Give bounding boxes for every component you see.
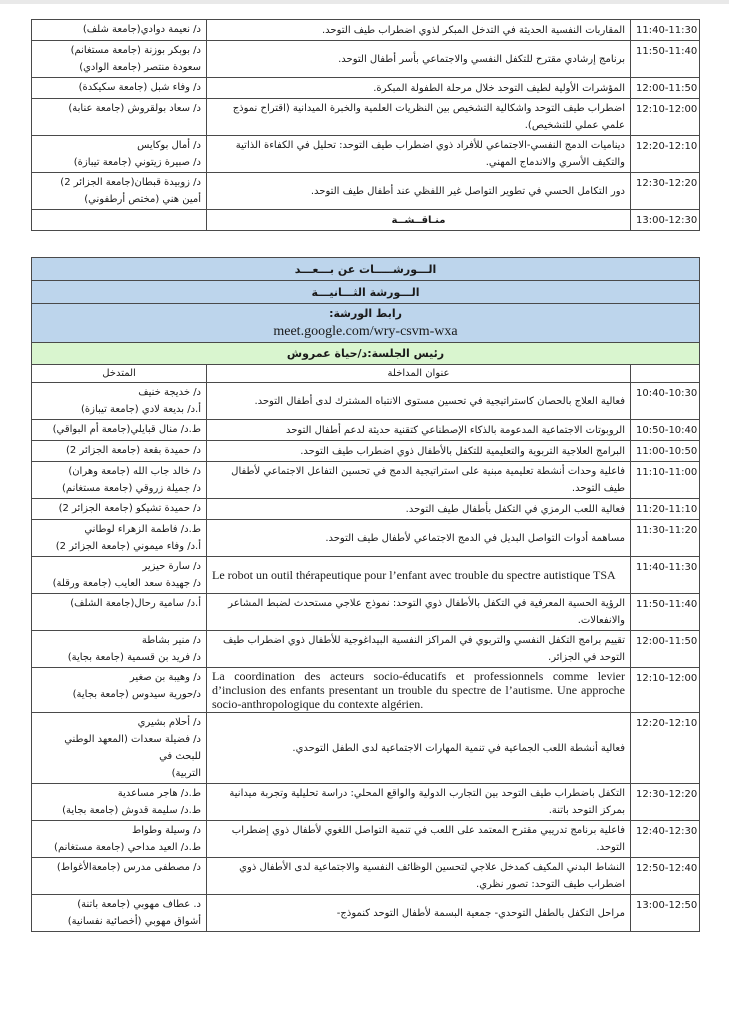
talk-title: البرامج العلاجية التربوية والتعليمية للتكفل بالأطفال ذوي اضطراب طيف التوحد. <box>207 441 631 462</box>
table-row <box>32 520 700 557</box>
speaker-name: د/ أحلام بشيري <box>137 717 202 728</box>
time-slot: 12:10-12:00 <box>631 668 700 713</box>
speaker-name: د/ خالد جاب الله (جامعة وهران) <box>68 466 202 477</box>
time-slot: 11:10-11:00 <box>631 462 700 499</box>
talk-title: اضطراب طيف التوحد واشكالية التشخيص بين النظريات العلمية والخبرة الميدانية (اقتراح نموذج علمي عملي للتشخيص). <box>207 99 631 136</box>
speaker-name: د/ فضيلة سعدات (المعهد الوطني للبحث في <box>64 734 202 762</box>
time-slot: 12:20-12:10 <box>631 713 700 784</box>
chair-row <box>32 343 700 365</box>
table-row <box>32 420 700 441</box>
time-slot: 12:00-11:50 <box>631 631 700 668</box>
speaker-name: د/ سعاد بولقروش (جامعة عنابة) <box>68 103 201 114</box>
col-header-time <box>631 365 700 383</box>
talk-title: التكفل باضطراب طيف التوحد بين التجارب الدولية والواقع المحلي: دراسة تحليلية وتجربة ميدانية بمركز التوحد باتنة. <box>207 784 631 821</box>
table-row <box>32 784 700 821</box>
speaker-cell <box>32 441 207 462</box>
speaker-name: أمين هني (مختص أرطفوني) <box>84 194 201 205</box>
speaker-cell <box>32 895 207 932</box>
discussion-label: منـاقــشــة <box>207 210 631 231</box>
speaker-name: د/ خديجة خنيف <box>138 387 202 398</box>
discussion-row <box>32 210 700 231</box>
speaker-name: ط.د/ العيد مداحي (جامعة مستغانم) <box>54 842 202 853</box>
time-slot: 12:40-12:30 <box>631 821 700 858</box>
speaker-cell <box>32 420 207 441</box>
table-row <box>32 441 700 462</box>
table-row <box>32 383 700 420</box>
table-row <box>32 78 700 99</box>
workshop-title-row <box>32 281 700 304</box>
talk-title: فعالية أنشطة اللعب الجماعية في تنمية المهارات الاجتماعية لدى الطفل التوحدي. <box>207 713 631 784</box>
section-title: الـــورشـــــات عن بـــعـــد <box>32 258 700 281</box>
talk-title: مراحل التكفل بالطفل التوحدي- جمعية البسمة لأطفال التوحد كنموذج- <box>207 895 631 932</box>
speaker-name: أشواق مهوبي (أخصائية نفسانية) <box>67 916 202 927</box>
speaker-name: د/ وهيبة بن صغير <box>129 672 202 683</box>
time-slot: 13:00-12:30 <box>631 210 700 231</box>
speaker-name: د/ فريد بن قسمية (جامعة بجاية) <box>67 652 202 663</box>
time-slot: 12:10-12:00 <box>631 99 700 136</box>
speaker-name: التربية) <box>171 768 202 779</box>
speaker-name: د/ وفاء شبل (جامعة سكيكدة) <box>78 82 201 93</box>
speaker-name: د/ جميلة زروقي (جامعة مستغانم) <box>62 483 202 494</box>
talk-title: برنامج إرشادي مقترح للتكفل النفسي والاجتماعي بأسر أطفال التوحد. <box>207 41 631 78</box>
talk-title: ديناميات الدمج النفسي-الاجتماعي للأفراد ذوي اضطراب طيف التوحد: تحليل في الكفاءة الذاتية والتكيف الأسري والاندماج المهني. <box>207 136 631 173</box>
workshop-link-cell <box>32 304 700 343</box>
speaker-name: د/ منير بشاطة <box>141 635 202 646</box>
speaker-name: ط.د/ فاطمة الزهراء لوطاني <box>84 524 202 535</box>
speaker-name: د/ سارة حيزير <box>142 561 202 572</box>
speaker-cell <box>32 173 207 210</box>
speaker-cell <box>32 713 207 784</box>
speaker-cell <box>32 784 207 821</box>
speaker-cell <box>32 821 207 858</box>
speaker-name: د/ وسيلة وطواط <box>131 825 202 836</box>
speaker-cell <box>32 520 207 557</box>
table-row <box>32 594 700 631</box>
time-slot: 11:40-11:30 <box>631 557 700 594</box>
time-slot: 11:40-11:30 <box>631 20 700 41</box>
time-slot: 12:30-12:20 <box>631 784 700 821</box>
talk-title: مساهمة أدوات التواصل البديل في الدمج الاجتماعي لأطفال طيف التوحد. <box>207 520 631 557</box>
col-header-speaker: المتدخل <box>32 365 207 383</box>
speaker-name: ط.د/ سليمة قدوش (جامعة بجاية) <box>62 805 202 816</box>
speaker-name: د. عطاف مهوبي (جامعة باتنة) <box>77 899 202 910</box>
talk-title: تقييم برامج التكفل النفسي والتربوي في المراكز النفسية البيداغوجية للأطفال ذوي اضطراب طيف التوحد في الجزائر. <box>207 631 631 668</box>
talk-title: La coordination des acteurs socio-éducatifs et professionnels comme levier d’inclusion des enfants presentant un trouble du spectre de l’autisme. Une approche socio-anthropologique du contexte algérien. <box>207 668 631 713</box>
speaker-name: د/ صبيرة زيتوني (جامعة تيبازة) <box>73 157 201 168</box>
speaker-name: أ.د/ سامية رحال(جامعة الشلف) <box>70 598 202 609</box>
speaker-cell <box>32 462 207 499</box>
col-header-title: عنوان المداخلة <box>207 365 631 383</box>
table-row <box>32 20 700 41</box>
workshop-link-row <box>32 304 700 343</box>
section-title-row <box>32 258 700 281</box>
speaker-cell <box>32 78 207 99</box>
table-row <box>32 895 700 932</box>
speaker-name: د/ زوبيدة قبطان(جامعة الجزائر 2) <box>60 177 201 188</box>
speaker-cell <box>32 20 207 41</box>
table-row <box>32 136 700 173</box>
workshop-title: الـــورشة الثـــانيـــة <box>32 281 700 304</box>
table-row <box>32 858 700 895</box>
time-slot: 12:00-11:50 <box>631 78 700 99</box>
table-row <box>32 821 700 858</box>
speaker-cell <box>32 858 207 895</box>
speaker-name: د/ مصطفى مدرس (جامعةالأغواط) <box>56 862 202 873</box>
page-content <box>0 4 729 952</box>
table-row <box>32 631 700 668</box>
table-row <box>32 173 700 210</box>
time-slot: 11:50-11:40 <box>631 594 700 631</box>
table-row <box>32 499 700 520</box>
speaker-name: ط.د/ هاجر مساعدية <box>117 788 202 799</box>
speaker-cell <box>32 631 207 668</box>
time-slot: 10:50-10:40 <box>631 420 700 441</box>
talk-title: المقاربات النفسية الحديثة في التدخل المبكر لذوي اضطراب طيف التوحد. <box>207 20 631 41</box>
table-row <box>32 668 700 713</box>
time-slot: 13:00-12:50 <box>631 895 700 932</box>
workshop-table <box>31 257 700 932</box>
time-slot: 11:00-10:50 <box>631 441 700 462</box>
time-slot: 12:20-12:10 <box>631 136 700 173</box>
time-slot: 11:50-11:40 <box>631 41 700 78</box>
speaker-cell <box>32 136 207 173</box>
talk-title: دور التكامل الحسي في تطوير التواصل غير اللفظي عند أطفال طيف التوحد. <box>207 173 631 210</box>
session-chair: رئيس الجلسة:د/حياة عمروش <box>32 343 700 365</box>
speaker-name: د/ بوبكر بوزنة (جامعة مستغانم) <box>70 45 201 56</box>
speaker-name: د/ حميدة تشيكو (جامعة الجزائر 2) <box>58 503 202 514</box>
talk-title: النشاط البدني المكيف كمدخل علاجي لتحسين الوظائف النفسية والاجتماعية لدى الأطفال ذوي اضطراب طيف التوحد: تصور نظري. <box>207 858 631 895</box>
workshop-link-label: رابط الورشة: <box>329 307 402 320</box>
talk-title: فعالية اللعب الرمزي في التكفل بأطفال طيف التوحد. <box>207 499 631 520</box>
time-slot: 12:30-12:20 <box>631 173 700 210</box>
talk-title: فاعلية وحدات أنشطة تعليمية مبنية على استراتيجية الدمج في تحسين التفاعل الاجتماعي لأطفال طيف التوحد. <box>207 462 631 499</box>
speaker-name: أ.د/ بديعة لادي (جامعة تيبازة) <box>81 404 202 415</box>
time-slot: 11:20-11:10 <box>631 499 700 520</box>
speaker-cell <box>32 594 207 631</box>
speaker-cell <box>32 99 207 136</box>
speaker-name: أ.د/ وفاء ميموني (جامعة الجزائر 2) <box>55 541 202 552</box>
speaker-cell <box>32 41 207 78</box>
speaker-name: د/ حميدة بقعة (جامعة الجزائر 2) <box>65 445 202 456</box>
speaker-name: سعودة منتصر (جامعة الوادي) <box>79 62 201 73</box>
talk-title: Le robot un outil thérapeutique pour l’enfant avec trouble du spectre autistique TSA <box>207 557 631 594</box>
speaker-name: د/ أمال بوكايس <box>137 140 201 151</box>
speaker-cell <box>32 499 207 520</box>
talk-title: الرؤية الحسية المعرفية في التكفل بالأطفال ذوي التوحد: نموذج علاجي مستحدث لضبط المشاعر والانفعالات. <box>207 594 631 631</box>
speaker-cell <box>32 668 207 713</box>
table-row <box>32 557 700 594</box>
empty-speaker-cell <box>32 210 207 231</box>
talk-title: فاعلية برنامج تدريبي مقترح المعتمد على اللعب في تنمية التواصل اللغوي لأطفال ذوي إضطراب التوحد. <box>207 821 631 858</box>
time-slot: 10:40-10:30 <box>631 383 700 420</box>
time-slot: 11:30-11:20 <box>631 520 700 557</box>
workshop-link-url[interactable]: meet.google.com/wry-csvm-wxa <box>273 324 458 339</box>
speaker-name: د/ جهيدة سعد العايب (جامعة ورقلة) <box>52 578 202 589</box>
speaker-name: د/حورية سيدوس (جامعة بجاية) <box>72 689 202 700</box>
table-row <box>32 99 700 136</box>
speaker-name: ط.د/ منال قبايلي(جامعة أم البواقي) <box>52 424 202 435</box>
talk-title: المؤشرات الأولية لطيف التوحد خلال مرحلة الطفولة المبكرة. <box>207 78 631 99</box>
table-row <box>32 713 700 784</box>
talk-title: فعالية العلاج بالحصان كاستراتيجية في تحسين مستوى الانتباه المشترك لدى أطفال التوحد. <box>207 383 631 420</box>
talk-title: الروبوتات الاجتماعية المدعومة بالذكاء الإصطناعي كتقنية حديثة لدعم أطفال التوحد <box>207 420 631 441</box>
speaker-cell <box>32 383 207 420</box>
table-row <box>32 462 700 499</box>
session-table-continued <box>31 19 700 231</box>
table-row <box>32 41 700 78</box>
time-slot: 12:50-12:40 <box>631 858 700 895</box>
column-header-row <box>32 365 700 383</box>
speaker-cell <box>32 557 207 594</box>
speaker-name: د/ نعيمة دوادي(جامعة شلف) <box>82 24 201 35</box>
